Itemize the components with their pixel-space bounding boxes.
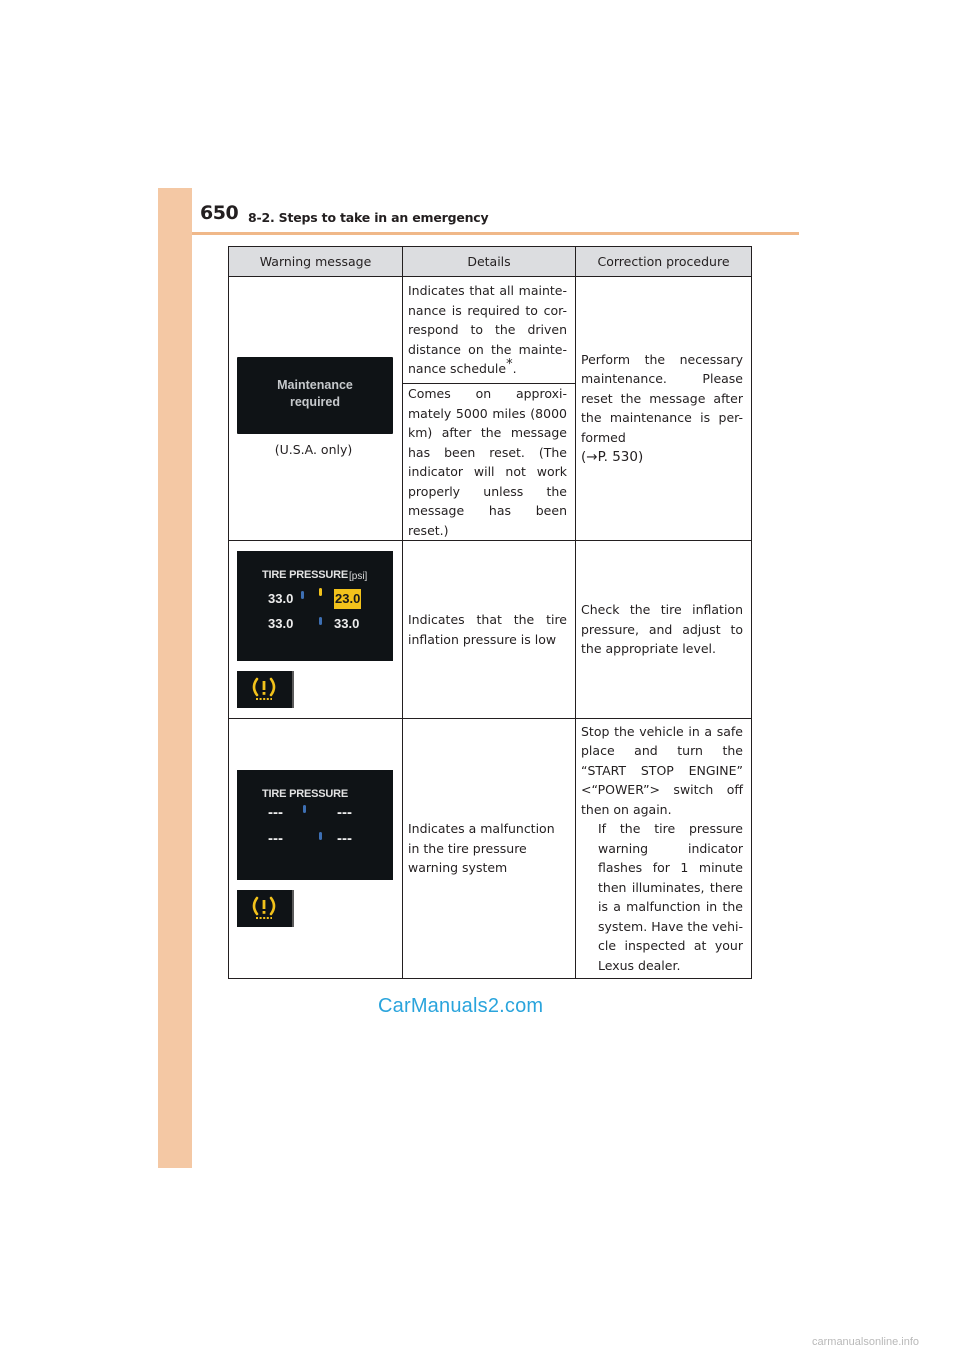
maintenance-detail-b: Comes on approxi-mately 5000 miles (8000 km) after the message has been reset. (The indicator will not work properly unless the message has been reset.) [403, 384, 576, 541]
maintenance-required-display [237, 357, 393, 434]
screen-title: TIRE PRESSURE [262, 788, 349, 800]
car-front-right-mark [319, 588, 322, 596]
page-reference: (→P. 530) [581, 449, 644, 465]
maintenance-detail-a [403, 277, 576, 384]
display-line-2: required [289, 395, 340, 410]
tire-malfunction-message-cell [229, 719, 403, 979]
tire-pressure-display [237, 551, 393, 661]
correction-sub: If the tire pressure warning indicator flashes for 1 minute then illuminates, there is a malfunction in the system. Have the vehi-cle inspected at your Lexus dealer. [598, 821, 743, 973]
col-header-details: Details [403, 247, 576, 277]
front-left-pressure: 33.0 [268, 591, 294, 606]
maintenance-message-cell [229, 277, 403, 541]
car-rear-mark [319, 832, 322, 840]
footer-watermark: carmanualsonline.info [812, 1336, 920, 1348]
col-header-warning-message: Warning message [229, 247, 403, 277]
page-number: 650 [200, 202, 239, 224]
col-header-correction: Correction procedure [576, 247, 752, 277]
table-row [229, 719, 752, 979]
tire-low-details: Indicates that the tire inflation pressure is low [403, 541, 576, 719]
detail-end: . [512, 361, 517, 377]
correction-text: Perform the necessary maintenance. Please reset the message after the maintenance is per-formed [581, 351, 743, 445]
front-right-pressure-low: 23.0 [334, 589, 361, 609]
footnote-mark: * [506, 357, 513, 373]
tire-pressure-warning-icon [250, 676, 278, 702]
rear-left-pressure: 33.0 [268, 616, 294, 631]
rear-right-pressure: 33.0 [334, 616, 360, 631]
table-header-row [229, 247, 752, 277]
tire-malfunction-details: Indicates a malfunction in the tire pressure warning system [403, 719, 576, 979]
car-front-left-mark [301, 591, 304, 599]
tire-pressure-warning-indicator [237, 671, 294, 708]
tire-low-message-cell [229, 541, 403, 719]
rear-right-pressure: --- [337, 830, 352, 847]
screen-title: TIRE PRESSURE [262, 569, 349, 581]
car-front-mark [303, 805, 306, 813]
pressure-unit: [psi] [349, 571, 368, 582]
maintenance-correction [576, 277, 752, 541]
car-rear-right-mark [319, 617, 322, 625]
tire-pressure-malfunction-display [237, 770, 393, 880]
front-left-pressure: --- [268, 804, 283, 821]
header-rule [192, 232, 799, 235]
chapter-side-tab [158, 188, 192, 1168]
page-header [200, 203, 798, 233]
detail-text: Indicates that all mainte-nance is required to cor-respond to the driven distance on the mainte-nance schedule [408, 283, 567, 377]
warning-message-table [228, 246, 752, 979]
tire-pressure-warning-indicator [237, 890, 294, 927]
table-row [229, 277, 752, 384]
tire-pressure-warning-icon [250, 895, 278, 921]
correction-main: Stop the vehicle in a safe place and turn the “START STOP ENGINE” <“POWER”> switch off then on again. [581, 723, 743, 817]
section-title: 8-2. Steps to take in an emergency [248, 210, 489, 225]
watermark: CarManuals2.com [378, 995, 544, 1017]
tire-malfunction-correction [576, 719, 752, 979]
rear-left-pressure: --- [268, 830, 283, 847]
display-line-1: Maintenance [277, 378, 353, 393]
tire-low-correction: Check the tire inflation pressure, and adjust to the appropriate level. [576, 541, 752, 719]
region-caption: (U.S.A. only) [274, 442, 353, 458]
front-right-pressure: --- [337, 804, 352, 821]
table-row [229, 541, 752, 719]
